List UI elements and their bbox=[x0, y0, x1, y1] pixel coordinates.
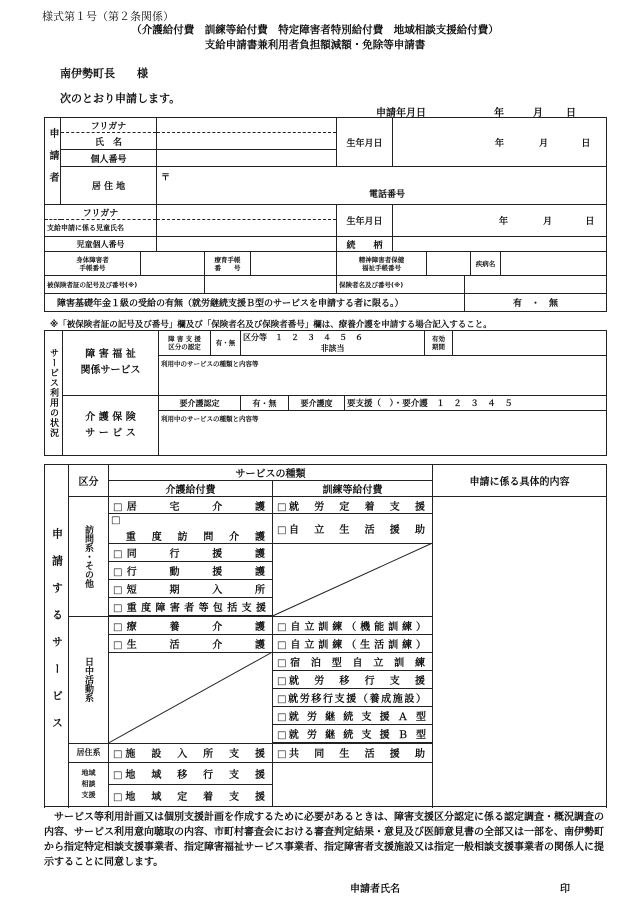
insurer-field[interactable] bbox=[465, 276, 607, 294]
service-training-function[interactable]: □自立訓練（機能訓練） bbox=[273, 616, 433, 634]
mental-cert-label: 精神障害者保健 福祉手帳番号 bbox=[337, 252, 427, 276]
insurer-label: 保険者名及び番号(※) bbox=[337, 276, 465, 294]
category-visit: 訪問系・その他 bbox=[69, 497, 109, 617]
applicant-address-field[interactable] bbox=[157, 167, 607, 205]
form-number: 様式第１号（第２条関係） bbox=[42, 10, 174, 23]
services-section-label: 申請するサービス bbox=[45, 465, 69, 807]
applicant-birth-label: 生年月日 bbox=[337, 118, 393, 167]
child-relation-label: 続 柄 bbox=[337, 237, 393, 252]
service-independent-living[interactable]: □自 立 生 活 援 助 bbox=[273, 514, 433, 544]
care-in-use[interactable]: 利用中のサービスの種類と内容等 bbox=[159, 411, 607, 456]
service-employment-retention[interactable]: □就 労 定 着 支 援 bbox=[273, 497, 433, 514]
postal-mark: 〒 bbox=[161, 173, 171, 183]
child-number-label: 児童個人番号 bbox=[45, 237, 157, 252]
child-furigana-field[interactable] bbox=[157, 205, 337, 220]
insurance-note: ※「被保険者証の記号及び番号」欄及び「保険者名及び保険者番号」欄は、療養介護を申請する場合記入すること。 bbox=[50, 320, 492, 330]
pension-answer[interactable]: 有 ・ 無 bbox=[465, 294, 607, 312]
insured-no-label: 被保険者証の記号及び番号(※) bbox=[45, 276, 205, 294]
child-name-label: 支給申請に係る児童氏名 bbox=[45, 220, 157, 237]
applicant-address-label: 居 住 地 bbox=[61, 167, 157, 205]
category-local: 地域 相談 支援 bbox=[69, 762, 109, 806]
support-category-label: 障 害 支 援 区分の認定 bbox=[159, 331, 211, 356]
physical-cert-label: 身体障害者 手帳番号 bbox=[45, 252, 141, 276]
service-accompany[interactable]: □同 行 援 護 bbox=[109, 543, 273, 561]
pension-question: 障害基礎年金１級の受給の有無（就労継続支援Ｂ型のサービスを申請する者に限る。） bbox=[45, 294, 465, 312]
care-cert-label: 要介護認定 bbox=[159, 396, 241, 411]
seal-mark: 印 bbox=[560, 884, 570, 895]
child-number-field[interactable] bbox=[157, 237, 337, 252]
service-types-header: サービスの種類 bbox=[109, 465, 433, 481]
service-continuation-b[interactable]: □就 労 継 続 支 援 Ｂ 型 bbox=[273, 724, 433, 742]
care-degree-label: 要介護度 bbox=[289, 396, 345, 411]
mental-cert-field[interactable] bbox=[427, 252, 471, 276]
care-yes-no[interactable]: 有・無 bbox=[241, 396, 289, 411]
support-yes-no[interactable]: 有・無 bbox=[211, 331, 241, 356]
intro-text: 次のとおり申請します。 bbox=[60, 92, 181, 105]
rehab-cert-label: 療育手帳 番 号 bbox=[205, 252, 251, 276]
usage-section-label: サービス利用の状況 bbox=[45, 331, 63, 456]
service-community-transition[interactable]: □地 域 移 行 支 援 bbox=[109, 762, 273, 784]
child-name-field[interactable] bbox=[157, 220, 337, 237]
service-behavior[interactable]: □行 動 援 護 bbox=[109, 561, 273, 579]
usage-table bbox=[44, 330, 607, 456]
consent-text: サービス等利用計画又は個別支援計画を作成するために必要があるときは、障害支援区分認定に係る認定調査・概況調査の内容、サービス利用意向聴取の内容、市町村審査会における審査判定結果・意見及び医師意見書の全部又は一部を、南伊勢町から指定特定相談支援事業者、指定障害福祉サービス事業者、指定障害者支援施設又は指定一般相談支援事業者の関係人に提示することに同意します。 bbox=[44, 812, 604, 868]
applicant-name-label: 氏 名 bbox=[61, 133, 157, 150]
service-severe-visit-box[interactable]: □ bbox=[109, 514, 273, 528]
support-grade[interactable]: 区分等 １ ２ ３ ４ ５ ６ 非該当 bbox=[241, 331, 425, 356]
service-severe-visit[interactable]: 重 度 訪 問 介 護 bbox=[109, 528, 273, 544]
local-training-empty bbox=[273, 762, 433, 806]
applicant-name-field[interactable] bbox=[157, 133, 337, 150]
disease-field[interactable] bbox=[501, 252, 607, 276]
service-community-settlement[interactable]: □地 域 定 着 支 援 bbox=[109, 784, 273, 806]
category-day: 日中活動系 bbox=[69, 616, 109, 743]
valid-period-field[interactable] bbox=[453, 331, 607, 356]
day-care-empty bbox=[109, 652, 273, 743]
kubun-header: 区分 bbox=[69, 465, 109, 497]
applicant-number-field[interactable] bbox=[157, 150, 337, 167]
service-medical-care[interactable]: □療 養 介 護 bbox=[109, 616, 273, 634]
form-title-line2: 支給申請書兼利用者負担額減額・免除等申請書 bbox=[204, 39, 426, 51]
service-group-home[interactable]: □共 同 生 活 援 助 bbox=[273, 743, 433, 762]
signature-label: 申請者氏名 bbox=[350, 884, 400, 895]
welfare-in-use[interactable]: 利用中のサービスの種類と内容等 bbox=[159, 356, 607, 396]
applicant-section-label: 申請者 bbox=[45, 118, 61, 205]
certificate-table bbox=[44, 251, 607, 276]
child-birth-field[interactable]: 年 月 日 bbox=[393, 205, 607, 237]
applicant-table bbox=[44, 117, 607, 252]
applicant-furigana-label: フリガナ bbox=[61, 118, 157, 133]
application-date-label: 申請年月日 bbox=[376, 108, 426, 119]
detail-header: 申請に係る具体的内容 bbox=[433, 465, 607, 497]
service-short-stay[interactable]: □短 期 入 所 bbox=[109, 579, 273, 597]
applicant-birth-field[interactable]: 年 月 日 bbox=[393, 118, 607, 167]
child-relation-field[interactable] bbox=[393, 237, 607, 252]
rehab-cert-field[interactable] bbox=[251, 252, 337, 276]
care-levels[interactable]: 要支援（ ）・要介護 １ ２ ３ ４ ５ bbox=[345, 396, 607, 411]
care-header: 介護給付費 bbox=[109, 481, 273, 497]
service-training-life[interactable]: □自立訓練（生活訓練） bbox=[273, 634, 433, 652]
training-header: 訓練等給付費 bbox=[273, 481, 433, 497]
addressee: 南伊勢町長 様 bbox=[60, 67, 148, 80]
child-birth-label: 生年月日 bbox=[337, 205, 393, 237]
insurance-table bbox=[44, 275, 607, 312]
service-continuation-a[interactable]: □就 労 継 続 支 援 Ａ 型 bbox=[273, 706, 433, 724]
disease-label: 疾病名 bbox=[471, 252, 501, 276]
care-insurance-label: 介 護 保 険 サ ー ビ ス bbox=[63, 396, 159, 456]
insured-no-field[interactable] bbox=[205, 276, 337, 294]
service-facility[interactable]: □施 設 入 所 支 援 bbox=[109, 743, 273, 762]
valid-period-label: 有効 期間 bbox=[425, 331, 453, 356]
welfare-services-label: 障 害 福 祉 関係サービス bbox=[63, 331, 159, 396]
form-title-line1: （介護給付費 訓練等給付費 特定障害者特別給付費 地域相談支援給付費） bbox=[131, 24, 499, 36]
service-residential-training[interactable]: □宿 泊 型 自 立 訓 練 bbox=[273, 652, 433, 670]
service-life-care[interactable]: □生 活 介 護 bbox=[109, 634, 273, 652]
service-transition-training[interactable]: □就労移行支援（養成施設） bbox=[273, 688, 433, 706]
service-comprehensive[interactable]: □重度障害者等包括支援 bbox=[109, 597, 273, 615]
service-home-care[interactable]: □居 宅 介 護 bbox=[109, 497, 273, 514]
phone-label: 電話番号 bbox=[369, 190, 406, 200]
child-furigana-label: フリガナ bbox=[45, 205, 157, 220]
applicant-number-label: 個人番号 bbox=[61, 150, 157, 167]
category-live: 居住系 bbox=[69, 743, 109, 762]
visit-training-empty bbox=[273, 543, 433, 616]
applicant-furigana-field[interactable] bbox=[157, 118, 337, 133]
service-transition[interactable]: □就 労 移 行 支 援 bbox=[273, 670, 433, 688]
physical-cert-field[interactable] bbox=[141, 252, 205, 276]
detail-field[interactable] bbox=[433, 497, 607, 807]
services-table bbox=[44, 464, 607, 807]
